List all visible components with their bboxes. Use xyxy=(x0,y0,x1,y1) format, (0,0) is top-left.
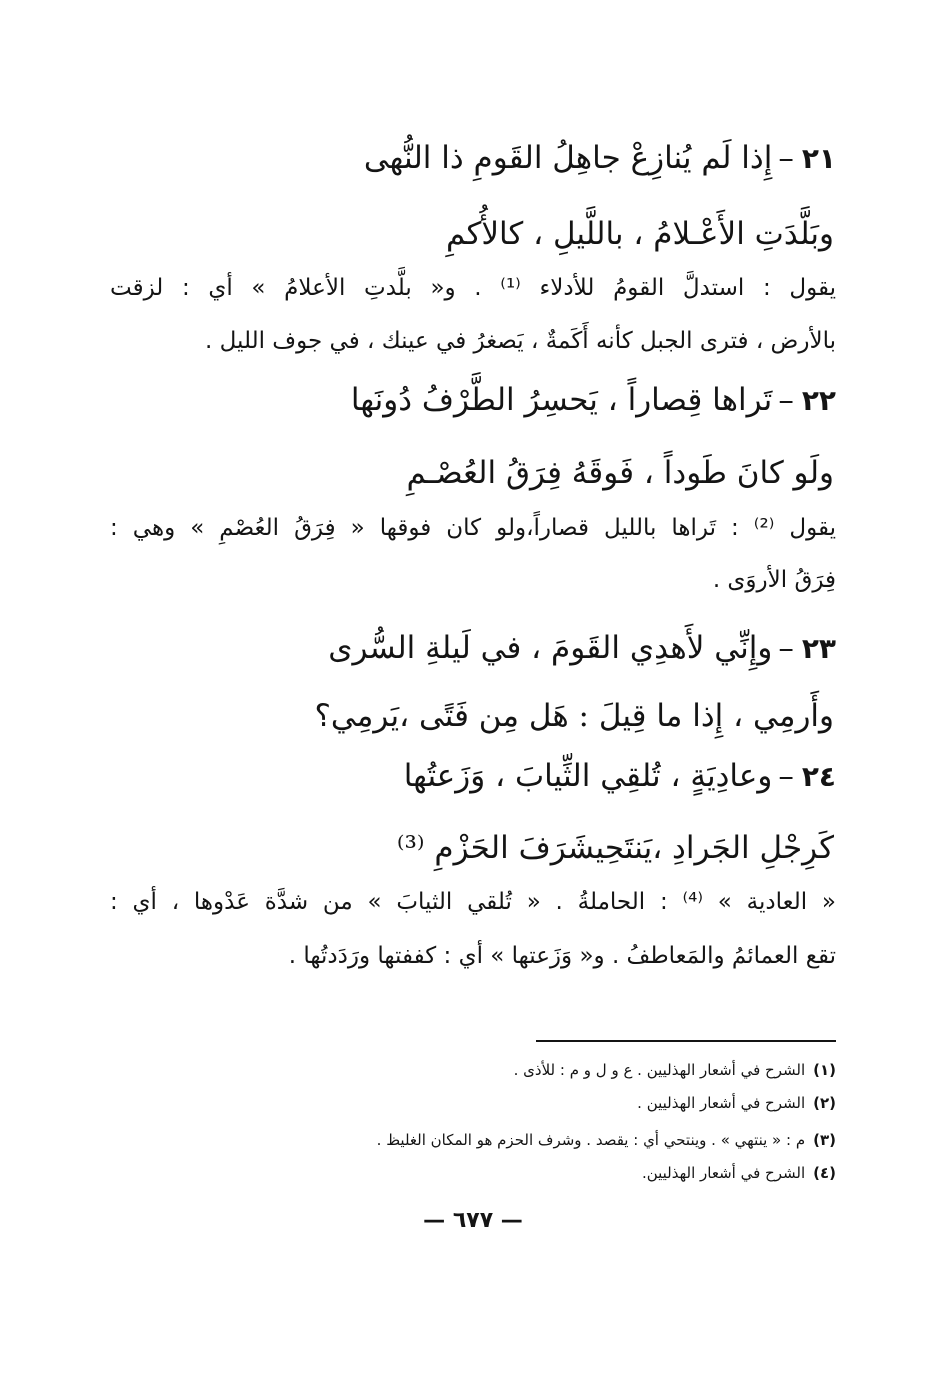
footnote-text: الشرح في أشعار الهذليين. xyxy=(641,1164,806,1182)
footnote-divider xyxy=(536,1040,836,1042)
commentary-line: فِرَقُ الأروَى . xyxy=(712,567,836,593)
footnote-number: (٣) xyxy=(813,1131,836,1149)
verse-dash: – xyxy=(778,140,794,176)
commentary-line: « العادية » ⁽⁴⁾ : الحاملةُ . « تُلقي الثيابَ » من شدَّة عَدْوها ، أي : xyxy=(110,889,836,915)
verse-number: ٢١ xyxy=(801,142,836,175)
footnote-text: الشرح في أشعار الهذليين . xyxy=(637,1094,806,1112)
footnote-text: الشرح في أشعار الهذليين . ع و ل و م : للأذى . xyxy=(513,1061,806,1079)
page-number: — ٦٧٧ — xyxy=(423,1208,523,1233)
footnote-text: م : « ينتهي » . وينتحي أي : يقصد . وشرف الحزم هو المكان الغليظ . xyxy=(376,1131,806,1149)
footnote-4 xyxy=(642,1161,836,1185)
verse-text: إِذا لَم يُنازِعْ جاهِلُ القَومِ ذا النُّهى xyxy=(363,140,773,176)
verse-text: تَراها قِصاراً ، يَحسِرُ الطَّرْفُ دُونَها xyxy=(350,382,773,418)
verse-number: ٢٤ xyxy=(801,760,836,793)
footnote-number: (١) xyxy=(813,1061,836,1079)
verse-21-second-hemistich: وبَلَّدَتِ الأَعْـلامُ ، باللَّيلِ ، كالأُكمِ xyxy=(445,216,834,252)
verse-text: وعادِيَةٍ ، تُلقِي الثِّيابَ ، وَزَعتُها xyxy=(403,758,773,794)
verse-23-first-hemistich xyxy=(328,626,836,671)
verse-24-second-hemistich: كَرِجْلِ الجَرادِ ،يَنتَحِيشَرَفَ الحَزْمِ ⁽³⁾ xyxy=(396,830,834,866)
verse-22-second-hemistich: ولَو كانَ طَوداً ، فَوقَهُ فِرَقُ العُصْـمِ xyxy=(406,455,834,491)
verse-dash: – xyxy=(778,758,794,794)
verse-21-first-hemistich xyxy=(364,136,836,181)
verse-23-second-hemistich: وأَرمِي ، إِذا ما قِيلَ : هَل مِن فَتًى ،يَرمِي؟ xyxy=(314,698,834,734)
verse-24-first-hemistich xyxy=(404,754,836,799)
footnote-3 xyxy=(377,1128,836,1152)
commentary-line: يقول ⁽²⁾ : تَراها بالليل قصاراً،ولو كان فوقها « فِرَقُ العُصْمِ » وهي : xyxy=(110,515,836,541)
verse-text: وإِنِّي لأَهدِي القَومَ ، في لَيلةِ السُّرى xyxy=(328,630,773,666)
commentary-line: تقع العمائمُ والمَعاطفُ . و« وَزَعتها » أي : كففتها ورَدَدتُها . xyxy=(288,943,836,969)
footnote-1 xyxy=(514,1058,836,1082)
verse-22-first-hemistich xyxy=(351,378,836,423)
verse-number: ٢٢ xyxy=(801,384,836,417)
commentary-line: بالأرض ، فترى الجبل كأنه أَكَمةٌ ، يَصغرُ في عينك ، في جوف الليل . xyxy=(204,328,836,354)
footnote-number: (٤) xyxy=(813,1164,836,1182)
verse-dash: – xyxy=(778,382,794,418)
footnote-number: (٢) xyxy=(813,1094,836,1112)
verse-number: ٢٣ xyxy=(801,632,836,665)
footnote-2 xyxy=(637,1091,836,1115)
commentary-line: يقول : استدلَّ القومُ للأدلاء ⁽¹⁾ . و« بلَّدتِ الأعلامُ » أي : لزقت xyxy=(110,275,836,301)
verse-dash: – xyxy=(778,630,794,666)
